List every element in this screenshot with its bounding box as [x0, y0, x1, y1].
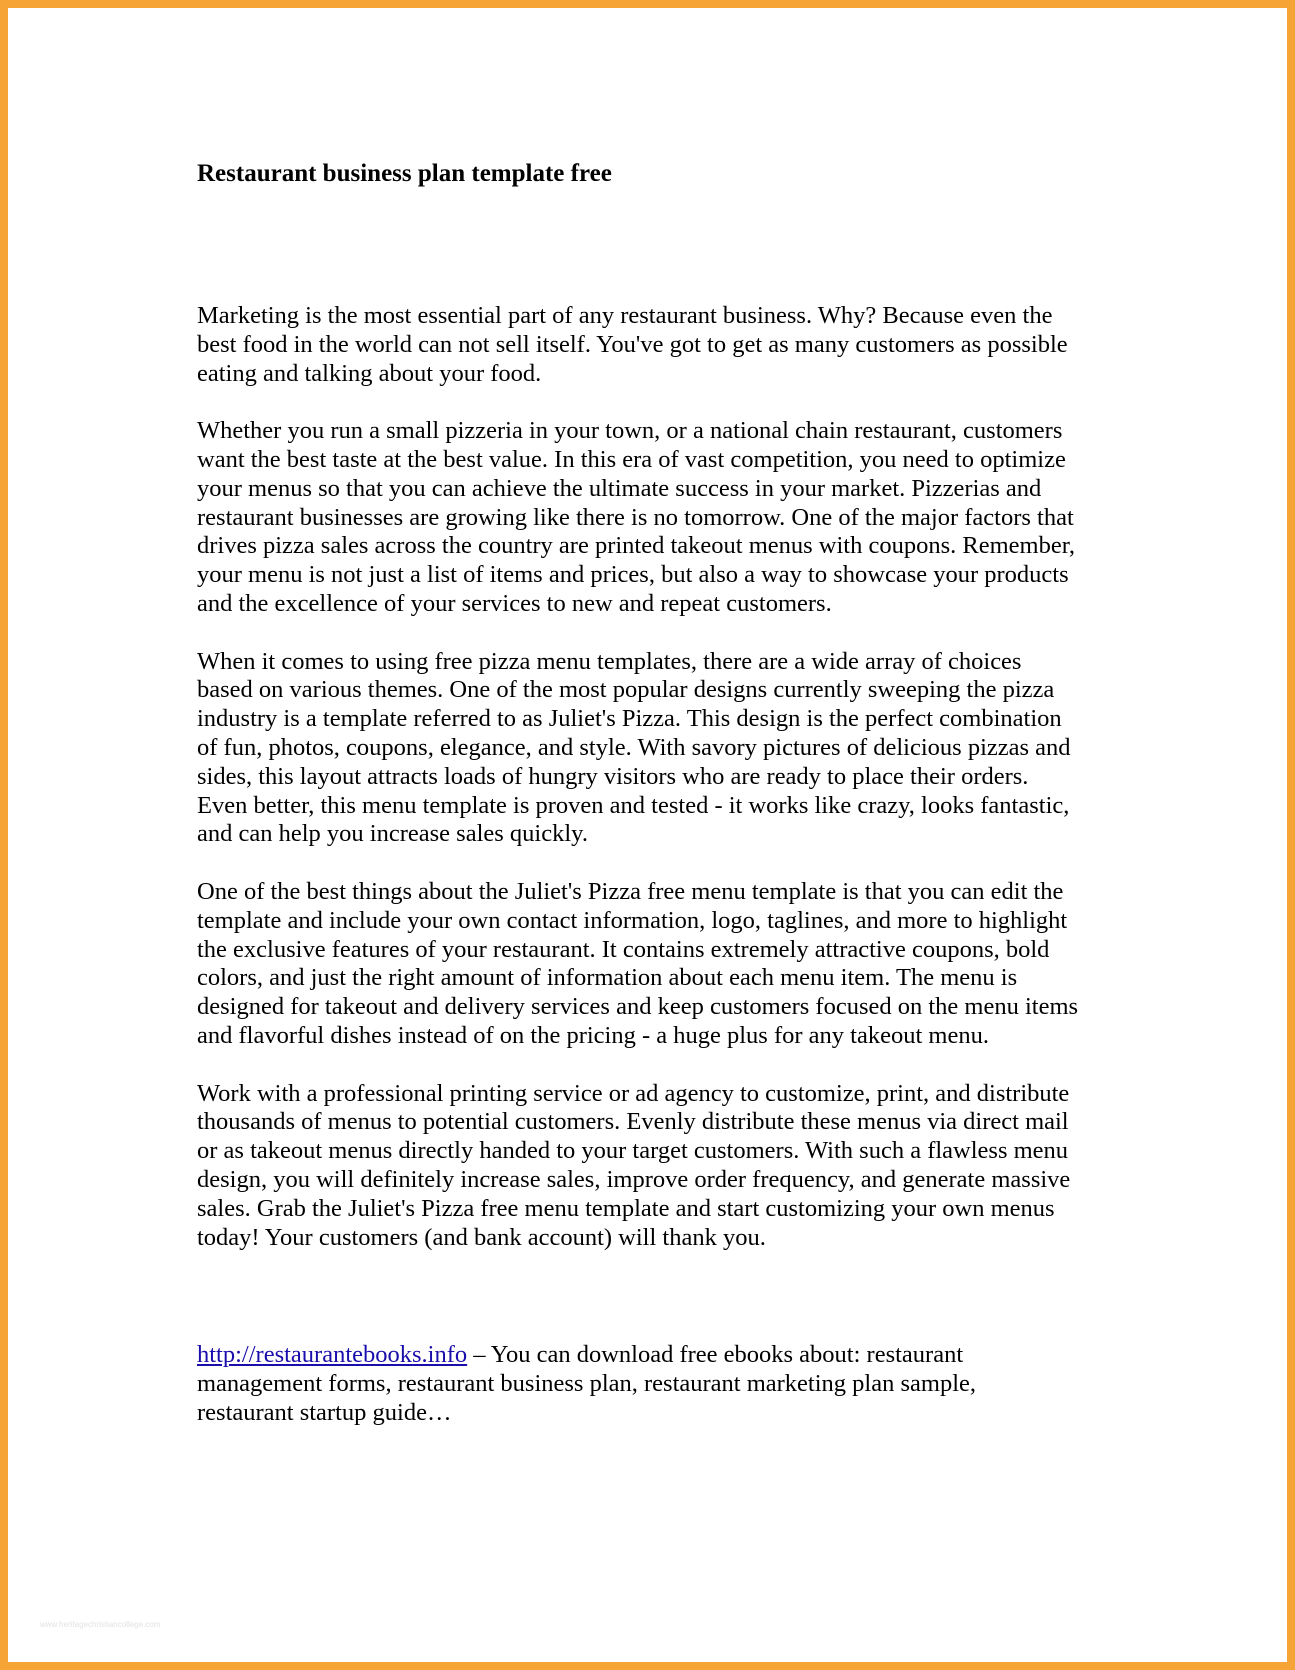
- text-line: best food in the world can not sell itself. You've got to get as many customers as possible: [197, 330, 1068, 358]
- text-line: restaurant businesses are growing like there is no tomorrow. One of the major factors that: [197, 503, 1074, 531]
- text-line: and can help you increase sales quickly.: [197, 820, 588, 848]
- text-line: and the excellence of your services to new and repeat customers.: [197, 589, 832, 617]
- text-line: want the best taste at the best value. In this era of vast competition, you need to optimize: [197, 445, 1066, 473]
- text-line: Even better, this menu template is proven and tested - it works like crazy, looks fantastic,: [197, 791, 1070, 819]
- text-line: Marketing is the most essential part of any restaurant business. Why? Because even the: [197, 302, 1053, 329]
- text-line: the exclusive features of your restaurant. It contains extremely attractive coupons, bold: [197, 935, 1050, 963]
- ebooks-link[interactable]: http://restaurantebooks.info: [197, 1341, 468, 1368]
- document-header: [197, 158, 1107, 190]
- text-line: design, you will definitely increase sales, improve order frequency, and generate massive: [197, 1165, 1071, 1193]
- text-line: your menus so that you can achieve the ultimate success in your market. Pizzerias and: [197, 474, 1042, 502]
- text-line: drives pizza sales across the country are printed takeout menus with coupons. Remember,: [197, 532, 1076, 560]
- paragraph-3: [197, 648, 1107, 850]
- paragraph-1: [197, 302, 1107, 388]
- footer-line-1: [197, 1341, 1107, 1370]
- text-line: and flavorful dishes instead of on the pricing - a huge plus for any takeout menu.: [197, 1021, 989, 1049]
- text-line: of fun, photos, coupons, elegance, and style. With savory pictures of delicious pizzas and: [197, 733, 1071, 761]
- text-line: When it comes to using free pizza menu templates, there are a wide array of choices: [197, 647, 1022, 675]
- text-line: sales. Grab the Juliet's Pizza free menu template and start customizing your own menus: [197, 1194, 1055, 1222]
- paragraph-2: [197, 417, 1107, 619]
- paragraph-5: [197, 1080, 1107, 1253]
- text-line: today! Your customers (and bank account) will thank you.: [197, 1223, 766, 1251]
- document-footer: [197, 1341, 1107, 1427]
- text-line: designed for takeout and delivery services and keep customers focused on the menu items: [197, 993, 1079, 1021]
- text-line: thousands of menus to potential customers. Evenly distribute these menus via direct mail: [197, 1108, 1069, 1136]
- text-line: based on various themes. One of the most popular designs currently sweeping the pizza: [197, 676, 1055, 704]
- text-line: your menu is not just a list of items and prices, but also a way to showcase your products: [197, 561, 1069, 589]
- footer-line-3: restaurant startup guide…: [197, 1398, 452, 1426]
- document-body: [197, 302, 1107, 1281]
- footer-line-2: management forms, restaurant business plan, restaurant marketing plan sample,: [197, 1369, 976, 1397]
- document-title: Restaurant business plan template free: [197, 160, 612, 187]
- text-line: or as takeout menus directly handed to your target customers. With such a flawless menu: [197, 1137, 1069, 1165]
- text-line: Work with a professional printing service or ad agency to customize, print, and distribute: [197, 1079, 1070, 1107]
- footer-line-1-text: – You can download free ebooks about: restaurant: [467, 1341, 964, 1368]
- text-line: template and include your own contact information, logo, taglines, and more to highlight: [197, 906, 1068, 934]
- text-line: colors, and just the right amount of information about each menu item. The menu is: [197, 964, 1018, 992]
- text-line: industry is a template referred to as Juliet's Pizza. This design is the perfect combination: [197, 705, 1062, 733]
- paragraph-4: [197, 878, 1107, 1051]
- text-line: eating and talking about your food.: [197, 359, 542, 387]
- text-line: sides, this layout attracts loads of hungry visitors who are ready to place their orders.: [197, 762, 1029, 790]
- watermark-text: www.heritagechristiancollege.com: [40, 1620, 161, 1629]
- text-line: Whether you run a small pizzeria in your town, or a national chain restaurant, customers: [197, 417, 1063, 445]
- text-line: One of the best things about the Juliet's Pizza free menu template is that you can edit the: [197, 877, 1064, 905]
